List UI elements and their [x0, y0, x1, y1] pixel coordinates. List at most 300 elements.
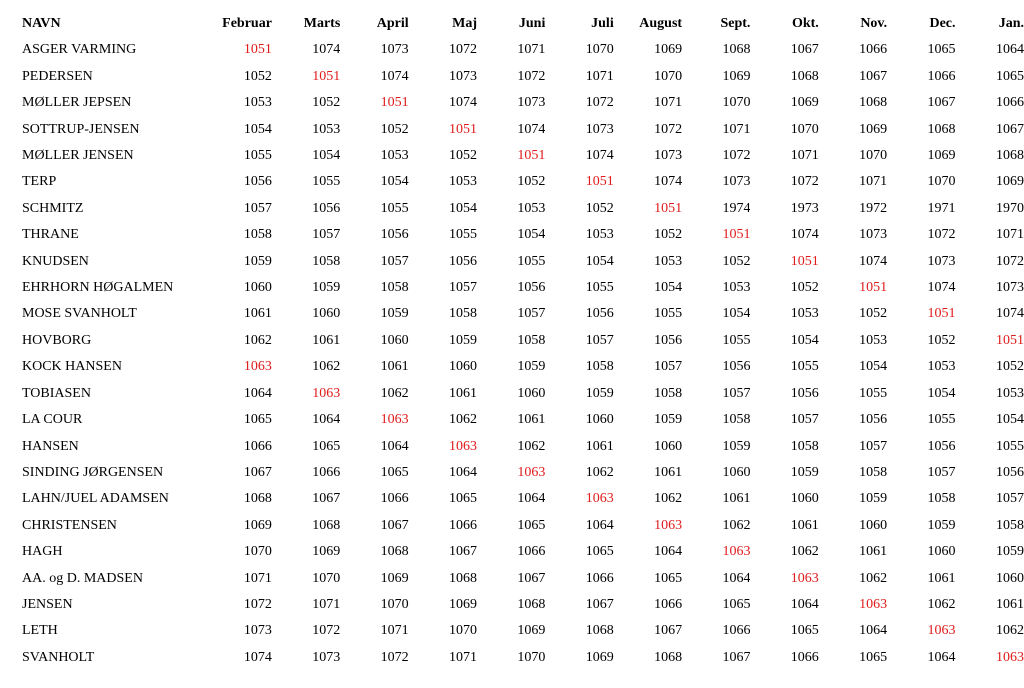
value-cell: 1072: [585, 95, 614, 111]
value-cell: 1061: [312, 332, 341, 348]
value-cell: 1073: [585, 121, 614, 137]
table-row: [0, 486, 1024, 512]
value-cell: 1057: [722, 385, 751, 401]
value-cell: 1071: [380, 623, 409, 639]
highlighted-value-cell: 1051: [449, 121, 477, 137]
value-cell: 1059: [380, 306, 409, 322]
value-cell: 1064: [243, 385, 272, 401]
value-cell: 1074: [312, 42, 341, 58]
value-cell: 1057: [996, 491, 1024, 507]
value-cell: 1056: [380, 227, 409, 243]
value-cell: 1072: [312, 623, 341, 639]
value-cell: 1060: [654, 438, 683, 454]
column-header-month: April: [376, 16, 409, 31]
name-cell: KNUDSEN: [22, 253, 89, 269]
value-cell: 1060: [722, 464, 751, 480]
table-row: [0, 143, 1024, 169]
name-cell: TERP: [22, 174, 57, 190]
value-cell: 1067: [449, 544, 477, 560]
name-cell: SINDING JØRGENSEN: [22, 464, 164, 480]
value-cell: 1056: [312, 200, 341, 216]
value-cell: 1067: [585, 596, 614, 612]
value-cell: 1074: [585, 148, 614, 164]
value-cell: 1070: [859, 148, 888, 164]
value-cell: 1054: [585, 253, 614, 269]
value-cell: 1071: [243, 570, 272, 586]
value-cell: 1053: [722, 280, 751, 296]
value-cell: 1061: [790, 517, 819, 533]
value-cell: 1072: [243, 596, 272, 612]
value-cell: 1070: [722, 95, 751, 111]
value-cell: 1973: [790, 200, 819, 216]
value-cell: 1052: [859, 306, 888, 322]
value-cell: 1061: [654, 464, 683, 480]
table-row: [0, 566, 1024, 592]
highlighted-value-cell: 1063: [312, 385, 341, 401]
name-cell: MOSE SVANHOLT: [22, 306, 137, 322]
value-cell: 1055: [585, 280, 614, 296]
value-cell: 1059: [585, 385, 614, 401]
value-cell: 1071: [722, 121, 751, 137]
value-cell: 1066: [449, 517, 477, 533]
value-cell: 1066: [927, 68, 956, 84]
value-cell: 1057: [243, 200, 272, 216]
name-cell: CHRISTENSEN: [22, 517, 117, 533]
value-cell: 1054: [654, 280, 683, 296]
value-cell: 1064: [790, 596, 819, 612]
value-cell: 1074: [790, 227, 819, 243]
column-header-month: Juni: [518, 16, 546, 31]
value-cell: 1071: [312, 596, 341, 612]
table-row: [0, 64, 1024, 90]
value-cell: 1061: [380, 359, 409, 375]
value-cell: 1072: [449, 42, 477, 58]
value-cell: 1070: [790, 121, 819, 137]
value-cell: 1064: [585, 517, 614, 533]
value-cell: 1062: [790, 544, 819, 560]
name-cell: LA COUR: [22, 412, 83, 428]
value-cell: 1064: [380, 438, 409, 454]
value-cell: 1061: [927, 570, 956, 586]
value-cell: 1074: [996, 306, 1024, 322]
value-cell: 1068: [449, 570, 477, 586]
value-cell: 1066: [380, 491, 409, 507]
value-cell: 1064: [859, 623, 888, 639]
value-cell: 1061: [722, 491, 751, 507]
name-cell: JENSEN: [22, 596, 73, 612]
value-cell: 1053: [312, 121, 341, 137]
value-cell: 1058: [927, 491, 956, 507]
name-cell: KOCK HANSEN: [22, 359, 122, 375]
value-cell: 1065: [312, 438, 341, 454]
value-cell: 1057: [585, 332, 614, 348]
value-cell: 1055: [449, 227, 477, 243]
value-cell: 1055: [722, 332, 751, 348]
value-cell: 1065: [654, 570, 683, 586]
name-cell: MØLLER JEPSEN: [22, 95, 132, 111]
value-cell: 1067: [312, 491, 341, 507]
value-cell: 1053: [449, 174, 477, 190]
name-cell: SVANHOLT: [22, 649, 95, 665]
value-cell: 1067: [859, 68, 888, 84]
value-cell: 1066: [312, 464, 341, 480]
value-cell: 1074: [517, 121, 546, 137]
value-cell: 1069: [722, 68, 751, 84]
value-cell: 1056: [927, 438, 956, 454]
value-cell: 1052: [517, 174, 546, 190]
value-cell: 1069: [585, 649, 614, 665]
highlighted-value-cell: 1063: [859, 596, 888, 612]
value-cell: 1069: [996, 174, 1024, 190]
value-cell: 1065: [722, 596, 751, 612]
value-cell: 1068: [996, 148, 1024, 164]
table-row: [0, 434, 1024, 460]
value-cell: 1074: [859, 253, 888, 269]
highlighted-value-cell: 1051: [585, 174, 614, 190]
table-body: [0, 37, 1024, 671]
name-cell: ASGER VARMING: [22, 42, 137, 58]
highlighted-value-cell: 1051: [380, 95, 409, 111]
column-header-month: Maj: [452, 16, 477, 31]
value-cell: 1053: [996, 385, 1024, 401]
highlighted-value-cell: 1063: [790, 570, 819, 586]
value-cell: 1066: [996, 95, 1024, 111]
value-cell: 1074: [449, 95, 477, 111]
value-cell: 1065: [380, 464, 409, 480]
value-cell: 1053: [859, 332, 888, 348]
table-row: [0, 169, 1024, 195]
value-cell: 1069: [243, 517, 272, 533]
value-cell: 1069: [449, 596, 477, 612]
value-cell: 1053: [585, 227, 614, 243]
value-cell: 1068: [927, 121, 956, 137]
name-cell: LAHN/JUEL ADAMSEN: [22, 491, 169, 507]
value-cell: 1052: [790, 280, 819, 296]
column-header-month: August: [639, 16, 683, 31]
table-row: [0, 196, 1024, 222]
value-cell: 1066: [654, 596, 683, 612]
highlighted-value-cell: 1063: [654, 517, 683, 533]
value-cell: 1073: [517, 95, 546, 111]
value-cell: 1072: [927, 227, 956, 243]
value-cell: 1068: [585, 623, 614, 639]
value-cell: 1058: [517, 332, 546, 348]
value-cell: 1061: [996, 596, 1024, 612]
value-cell: 1062: [722, 517, 751, 533]
value-cell: 1060: [517, 385, 546, 401]
highlighted-value-cell: 1051: [722, 227, 751, 243]
value-cell: 1058: [996, 517, 1024, 533]
value-cell: 1071: [517, 42, 546, 58]
highlighted-value-cell: 1063: [996, 649, 1024, 665]
value-cell: 1073: [859, 227, 888, 243]
column-header-month: Nov.: [860, 16, 888, 31]
value-cell: 1062: [449, 412, 477, 428]
value-cell: 1056: [243, 174, 272, 190]
value-cell: 1073: [996, 280, 1024, 296]
value-cell: 1071: [449, 649, 477, 665]
value-cell: 1067: [927, 95, 956, 111]
column-header-month: Februar: [222, 16, 272, 31]
value-cell: 1064: [996, 42, 1024, 58]
table-row: [0, 513, 1024, 539]
value-cell: 1054: [790, 332, 819, 348]
value-cell: 1060: [585, 412, 614, 428]
table-row: [0, 539, 1024, 565]
value-cell: 1056: [722, 359, 751, 375]
value-cell: 1062: [996, 623, 1024, 639]
name-cell: EHRHORN HØGALMEN: [22, 280, 174, 296]
value-cell: 1070: [927, 174, 956, 190]
value-cell: 1072: [380, 649, 409, 665]
table-row: [0, 407, 1024, 433]
value-cell: 1065: [996, 68, 1024, 84]
value-cell: 1073: [654, 148, 683, 164]
value-cell: 1069: [927, 148, 956, 164]
value-cell: 1073: [449, 68, 477, 84]
value-cell: 1060: [790, 491, 819, 507]
value-cell: 1060: [380, 332, 409, 348]
value-cell: 1074: [927, 280, 956, 296]
value-cell: 1055: [996, 438, 1024, 454]
value-cell: 1061: [449, 385, 477, 401]
value-cell: 1070: [312, 570, 341, 586]
value-cell: 1066: [790, 649, 819, 665]
table-row: [0, 618, 1024, 644]
value-cell: 1067: [654, 623, 683, 639]
value-cell: 1052: [996, 359, 1024, 375]
value-cell: 1064: [517, 491, 546, 507]
value-cell: 1067: [243, 464, 272, 480]
value-cell: 1057: [859, 438, 888, 454]
column-header-month: Juli: [591, 16, 614, 31]
column-header-month: Sept.: [720, 16, 751, 31]
value-cell: 1057: [790, 412, 819, 428]
table-row: [0, 90, 1024, 116]
value-cell: 1062: [859, 570, 888, 586]
name-cell: THRANE: [22, 227, 79, 243]
value-cell: 1052: [585, 200, 614, 216]
name-cell: HOVBORG: [22, 332, 92, 348]
value-cell: 1059: [790, 464, 819, 480]
value-cell: 1059: [859, 491, 888, 507]
value-cell: 1060: [312, 306, 341, 322]
value-cell: 1072: [654, 121, 683, 137]
value-cell: 1059: [517, 359, 546, 375]
value-cell: 1054: [380, 174, 409, 190]
value-cell: 1057: [312, 227, 341, 243]
value-cell: 1064: [449, 464, 477, 480]
value-cell: 1060: [927, 544, 956, 560]
value-cell: 1057: [380, 253, 409, 269]
value-cell: 1058: [312, 253, 341, 269]
value-cell: 1065: [517, 517, 546, 533]
value-cell: 1056: [654, 332, 683, 348]
value-cell: 1070: [654, 68, 683, 84]
value-cell: 1057: [654, 359, 683, 375]
value-cell: 1058: [380, 280, 409, 296]
value-cell: 1069: [517, 623, 546, 639]
value-cell: 1064: [654, 544, 683, 560]
value-cell: 1071: [585, 68, 614, 84]
value-cell: 1066: [859, 42, 888, 58]
value-cell: 1071: [996, 227, 1024, 243]
value-cell: 1053: [790, 306, 819, 322]
value-cell: 1062: [585, 464, 614, 480]
highlighted-value-cell: 1063: [722, 544, 751, 560]
value-cell: 1065: [859, 649, 888, 665]
value-cell: 1056: [517, 280, 546, 296]
highlighted-value-cell: 1051: [312, 68, 341, 84]
column-header-month: Marts: [303, 16, 341, 31]
value-cell: 1068: [722, 42, 751, 58]
value-cell: 1055: [927, 412, 956, 428]
value-cell: 1074: [243, 649, 272, 665]
value-cell: 1070: [517, 649, 546, 665]
value-cell: 1073: [927, 253, 956, 269]
value-cell: 1056: [585, 306, 614, 322]
value-cell: 1056: [996, 464, 1024, 480]
value-cell: 1064: [927, 649, 956, 665]
table-row: [0, 328, 1024, 354]
value-cell: 1055: [654, 306, 683, 322]
table-row: [0, 222, 1024, 248]
value-cell: 1056: [790, 385, 819, 401]
value-cell: 1052: [449, 148, 477, 164]
value-cell: 1052: [243, 68, 272, 84]
value-cell: 1064: [722, 570, 751, 586]
value-cell: 1054: [312, 148, 341, 164]
value-cell: 1059: [243, 253, 272, 269]
name-cell: HANSEN: [22, 438, 79, 454]
table-row: [0, 592, 1024, 618]
value-cell: 1062: [380, 385, 409, 401]
value-cell: 1068: [517, 596, 546, 612]
table-row: [0, 37, 1024, 63]
value-cell: 1065: [927, 42, 956, 58]
highlighted-value-cell: 1051: [996, 332, 1024, 348]
value-cell: 1052: [312, 95, 341, 111]
column-header-month: Jan.: [998, 16, 1024, 31]
value-cell: 1069: [859, 121, 888, 137]
value-cell: 1060: [243, 280, 272, 296]
value-cell: 1058: [654, 385, 683, 401]
value-cell: 1055: [312, 174, 341, 190]
value-cell: 1066: [585, 570, 614, 586]
name-cell: PEDERSEN: [22, 68, 93, 84]
table-row: [0, 275, 1024, 301]
value-cell: 1054: [722, 306, 751, 322]
value-cell: 1060: [859, 517, 888, 533]
value-cell: 1070: [449, 623, 477, 639]
value-cell: 1057: [517, 306, 546, 322]
table-row: [0, 645, 1024, 671]
highlighted-value-cell: 1051: [859, 280, 888, 296]
value-cell: 1067: [996, 121, 1024, 137]
column-header-month: Okt.: [791, 16, 819, 31]
value-cell: 1062: [927, 596, 956, 612]
value-cell: 1071: [654, 95, 683, 111]
value-cell: 1068: [859, 95, 888, 111]
value-cell: 1059: [312, 280, 341, 296]
name-cell: AA. og D. MADSEN: [22, 570, 143, 586]
value-cell: 1060: [449, 359, 477, 375]
highlighted-value-cell: 1051: [243, 42, 272, 58]
value-cell: 1053: [654, 253, 683, 269]
value-cell: 1068: [790, 68, 819, 84]
value-cell: 1972: [859, 200, 888, 216]
value-cell: 1062: [243, 332, 272, 348]
highlighted-value-cell: 1063: [927, 623, 956, 639]
value-cell: 1065: [243, 412, 272, 428]
value-cell: 1072: [790, 174, 819, 190]
value-cell: 1055: [859, 385, 888, 401]
value-cell: 1067: [517, 570, 546, 586]
value-cell: 1062: [654, 491, 683, 507]
value-cell: 1072: [996, 253, 1024, 269]
value-cell: 1062: [517, 438, 546, 454]
table-row: [0, 354, 1024, 380]
value-cell: 1053: [517, 200, 546, 216]
value-cell: 1074: [654, 174, 683, 190]
value-cell: 1073: [380, 42, 409, 58]
value-cell: 1071: [790, 148, 819, 164]
name-cell: SCHMITZ: [22, 200, 84, 216]
value-cell: 1974: [722, 200, 751, 216]
value-cell: 1054: [449, 200, 477, 216]
value-cell: 1058: [722, 412, 751, 428]
value-cell: 1059: [722, 438, 751, 454]
value-cell: 1061: [517, 412, 546, 428]
schedule-table: [0, 11, 1024, 671]
value-cell: 1057: [927, 464, 956, 480]
value-cell: 1056: [859, 412, 888, 428]
value-cell: 1061: [859, 544, 888, 560]
value-cell: 1066: [517, 544, 546, 560]
value-cell: 1072: [722, 148, 751, 164]
highlighted-value-cell: 1063: [380, 412, 409, 428]
value-cell: 1068: [312, 517, 341, 533]
highlighted-value-cell: 1063: [585, 491, 614, 507]
value-cell: 1058: [449, 306, 477, 322]
column-header-name: NAVN: [22, 16, 61, 31]
value-cell: 1066: [243, 438, 272, 454]
value-cell: 1073: [243, 623, 272, 639]
value-cell: 1059: [996, 544, 1024, 560]
value-cell: 1069: [790, 95, 819, 111]
value-cell: 1970: [996, 200, 1024, 216]
value-cell: 1070: [380, 596, 409, 612]
name-cell: MØLLER JENSEN: [22, 148, 134, 164]
value-cell: 1057: [449, 280, 477, 296]
value-cell: 1054: [996, 412, 1024, 428]
value-cell: 1065: [585, 544, 614, 560]
value-cell: 1055: [790, 359, 819, 375]
highlighted-value-cell: 1051: [517, 148, 546, 164]
table-row: [0, 117, 1024, 143]
highlighted-value-cell: 1051: [654, 200, 683, 216]
value-cell: 1074: [380, 68, 409, 84]
value-cell: 1068: [654, 649, 683, 665]
header-row: [0, 11, 1024, 37]
value-cell: 1058: [585, 359, 614, 375]
value-cell: 1059: [654, 412, 683, 428]
value-cell: 1055: [380, 200, 409, 216]
value-cell: 1067: [722, 649, 751, 665]
value-cell: 1055: [243, 148, 272, 164]
value-cell: 1054: [927, 385, 956, 401]
value-cell: 1069: [312, 544, 341, 560]
